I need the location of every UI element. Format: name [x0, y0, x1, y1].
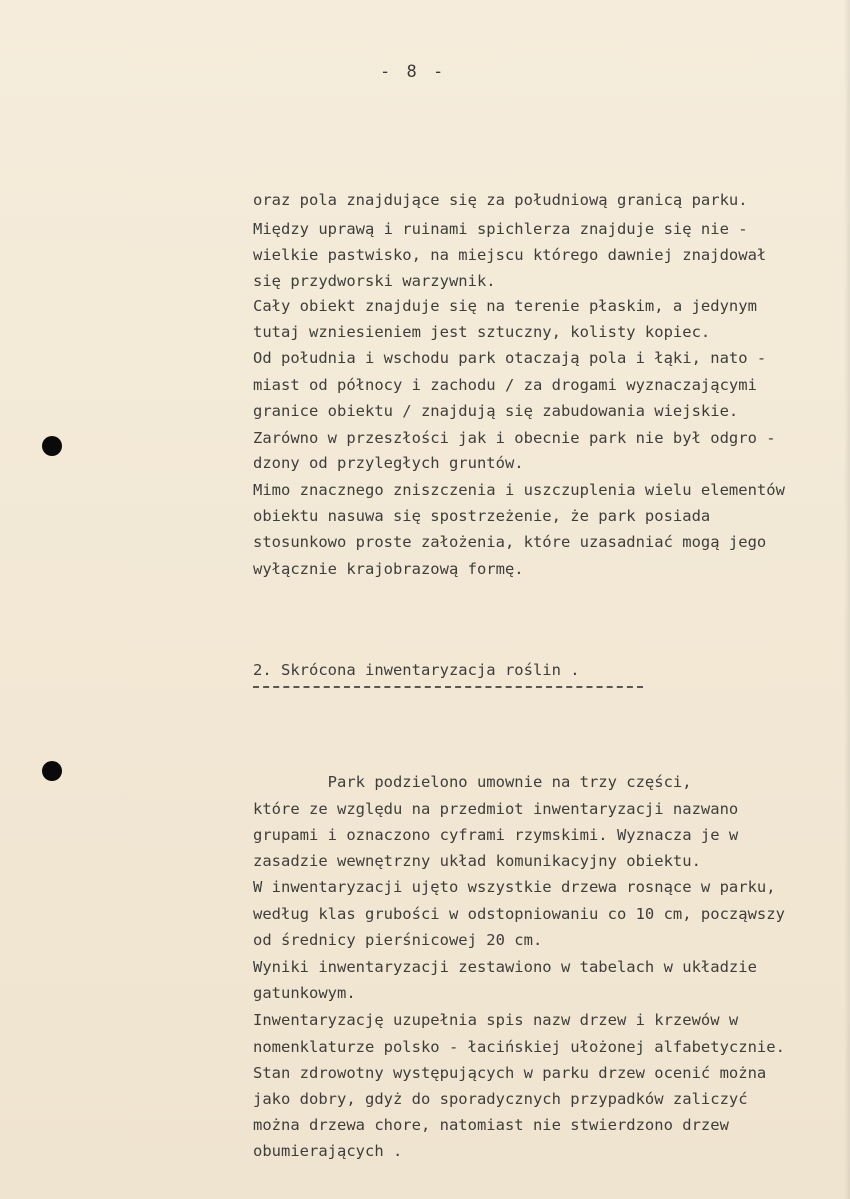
page-edge-shadow	[844, 0, 850, 1199]
text-line: Inwentaryzację uzupełnia spis nazw drzew i krzewów w	[253, 1011, 739, 1029]
text-line: W inwentaryzacji ujęto wszystkie drzewa rosnące w parku,	[253, 878, 776, 896]
text-line: można drzewa chore, natomiast nie stwierdzono drzew	[253, 1116, 729, 1134]
text-line: jako dobry, gdyż do sporadycznych przypadków zaliczyć	[253, 1090, 748, 1108]
punch-hole-icon	[42, 761, 62, 781]
text-line: Stan zdrowotny występujących w parku drzew ocenić można	[253, 1064, 767, 1082]
text-line: nomenklaturze polsko - łacińskiej ułożonej alfabetycznie.	[253, 1038, 785, 1056]
text-line: grupami i oznaczono cyframi rzymskimi. Wyznacza je w	[253, 826, 739, 844]
text-line: Między uprawą i ruinami spichlerza znajduje się nie -	[253, 220, 748, 238]
text-line: obumierających .	[253, 1142, 403, 1160]
text-line: wyłącznie krajobrazową formę.	[253, 560, 524, 578]
text-line: od średnicy pierśnicowej 20 cm.	[253, 931, 543, 949]
page-number: - 8 -	[380, 62, 447, 82]
text-line: Od południa i wschodu park otaczają pola i łąki, nato -	[253, 349, 767, 367]
text-line: stosunkowo proste założenia, które uzasadniać mogą jego	[253, 533, 767, 551]
text-line: miast od północy i zachodu / za drogami wyznaczającymi	[253, 376, 757, 394]
section-heading: 2. Skrócona inwentaryzacja roślin .	[253, 661, 580, 679]
text-line: obiektu nasuwa się spostrzeżenie, że park posiada	[253, 507, 711, 525]
text-line: zasadzie wewnętrzny układ komunikacyjny obiektu.	[253, 852, 701, 870]
text-line: granice obiektu / znajdują się zabudowania wiejskie.	[253, 402, 739, 420]
text-line: Zarówno w przeszłości jak i obecnie park nie był odgro -	[253, 429, 776, 447]
text-line: dzony od przyległych gruntów.	[253, 454, 524, 472]
text-line: Cały obiekt znajduje się na terenie płaskim, a jedynym	[253, 297, 757, 315]
text-line: tutaj wzniesieniem jest sztuczny, kolisty kopiec.	[253, 323, 711, 341]
text-line: Wyniki inwentaryzacji zestawiono w tabelach w układzie	[253, 958, 757, 976]
text-line: oraz pola znajdujące się za południową granicą parku.	[253, 191, 748, 209]
text-line: Park podzielono umownie na trzy części,	[253, 773, 692, 791]
text-line: które ze względu na przedmiot inwentaryzacji nazwano	[253, 800, 739, 818]
heading-underline	[253, 686, 643, 688]
punch-hole-icon	[42, 436, 62, 456]
text-line: się przydworski warzywnik.	[253, 272, 496, 290]
text-line: według klas grubości w odstopniowaniu co 10 cm, począwszy	[253, 905, 785, 923]
text-line: Mimo znacznego zniszczenia i uszczuplenia wielu elementów	[253, 481, 785, 499]
text-line: gatunkowym.	[253, 984, 356, 1002]
text-line: wielkie pastwisko, na miejscu którego dawniej znajdował	[253, 246, 767, 264]
